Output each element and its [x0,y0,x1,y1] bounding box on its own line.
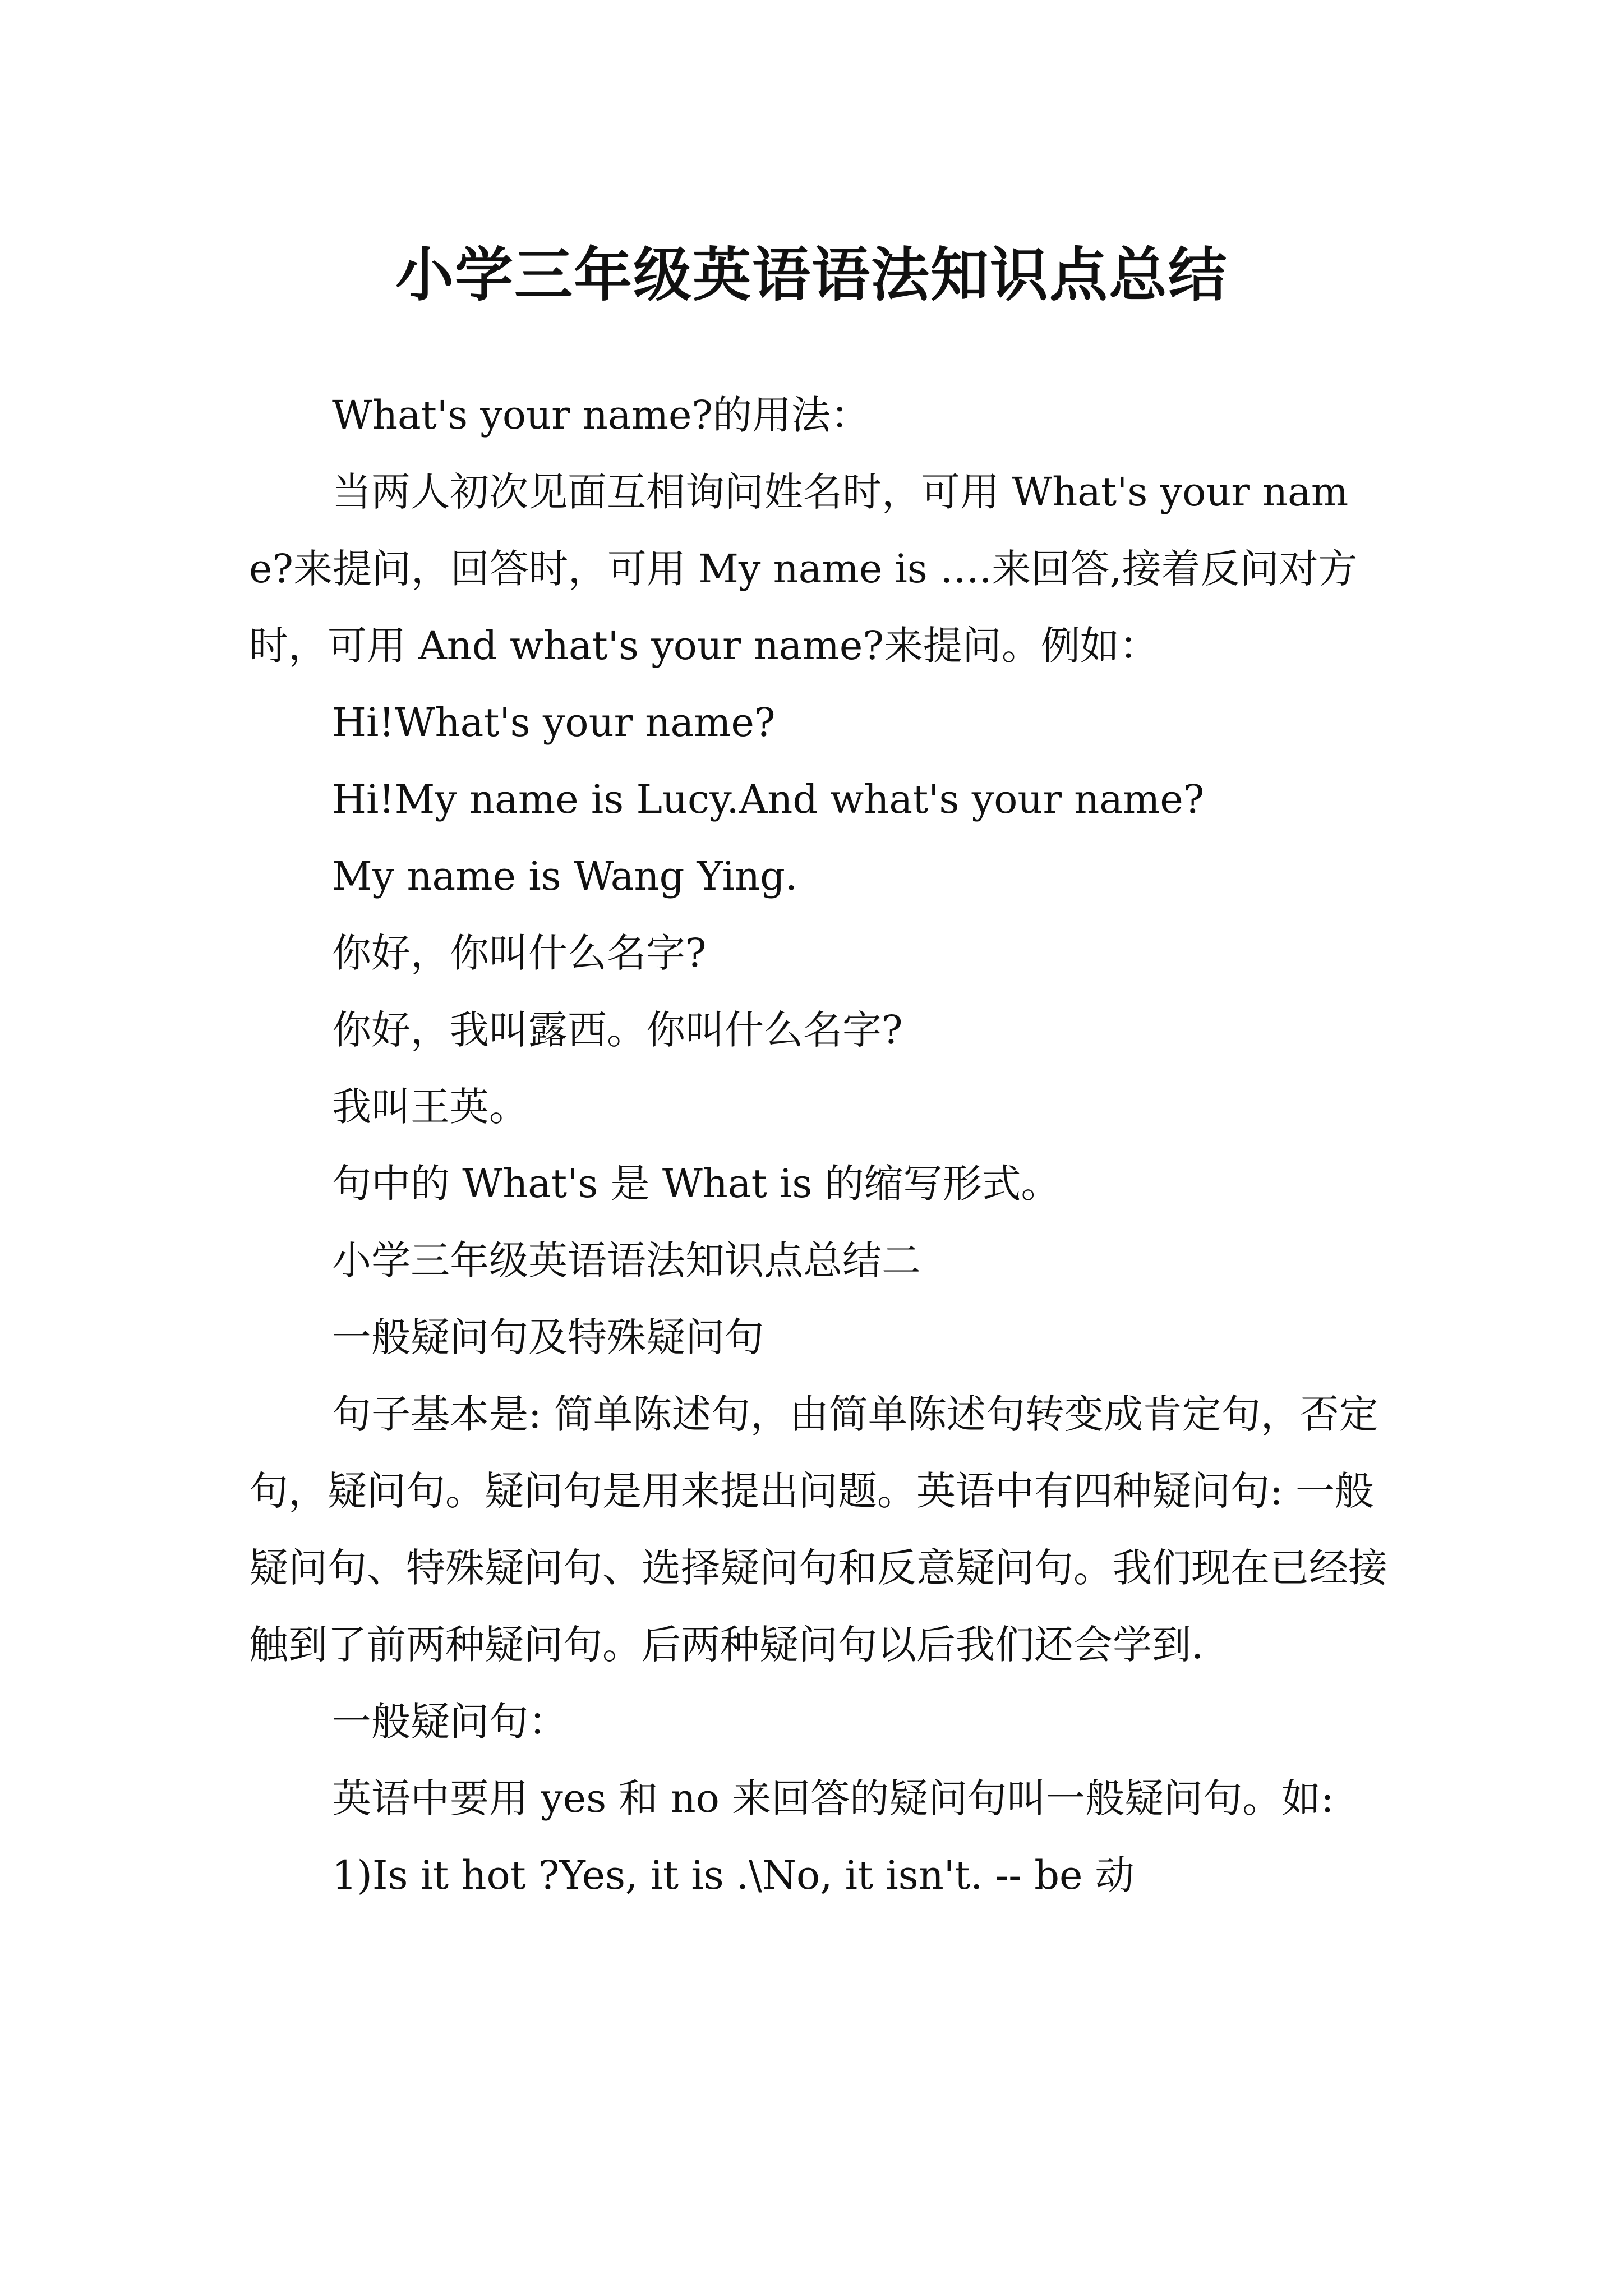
page-title: 小学三年级英语语法知识点总结 [395,240,1228,309]
paragraph-7: 你好，我叫露西。你叫什么名字? [332,1007,903,1053]
paragraph-9: 句中的 What's 是 What is 的缩写形式。 [332,1161,1061,1207]
paragraph-4: Hi!My name is Lucy.And what's your name? [332,776,1205,822]
paragraph-5: My name is Wang Ying. [332,853,798,899]
paragraph-8: 我叫王英。 [332,1084,528,1130]
paragraph-12: 句子基本是: 简单陈述句，由简单陈述句转变成肯定句，否定句，疑问句。疑问句是用来提出问题。英语中有四种疑问句: 一般疑问句、特殊疑问句、选择疑问句和反意疑问句。我们现在已经接触到了前两种疑问句。后两种疑问句以后我们还会学到. [249,1391,1387,1668]
paragraph-10: 小学三年级英语语法知识点总结二 [332,1237,921,1283]
paragraph-3: Hi!What's your name? [332,700,776,746]
paragraph-11: 一般疑问句及特殊疑问句 [332,1314,764,1360]
paragraph-14: 英语中要用 yes 和 no 来回答的疑问句叫一般疑问句。如: [332,1775,1334,1821]
paragraph-6: 你好，你叫什么名字? [332,930,707,976]
paragraph-15: 1)Is it hot ?Yes, it is .\No, it isn't. -- be 动 [332,1852,1135,1898]
paragraph-13: 一般疑问句： [332,1699,568,1745]
paragraph-2: 当两人初次见面互相询问姓名时，可用 What's your name?来提问，回答时，可用 My name is ….来回答,接着反问对方时，可用 And what's your name?来提问。例如： [249,469,1358,669]
paragraph-1: What's your name?的用法： [332,392,870,438]
document-body [249,377,1387,1914]
